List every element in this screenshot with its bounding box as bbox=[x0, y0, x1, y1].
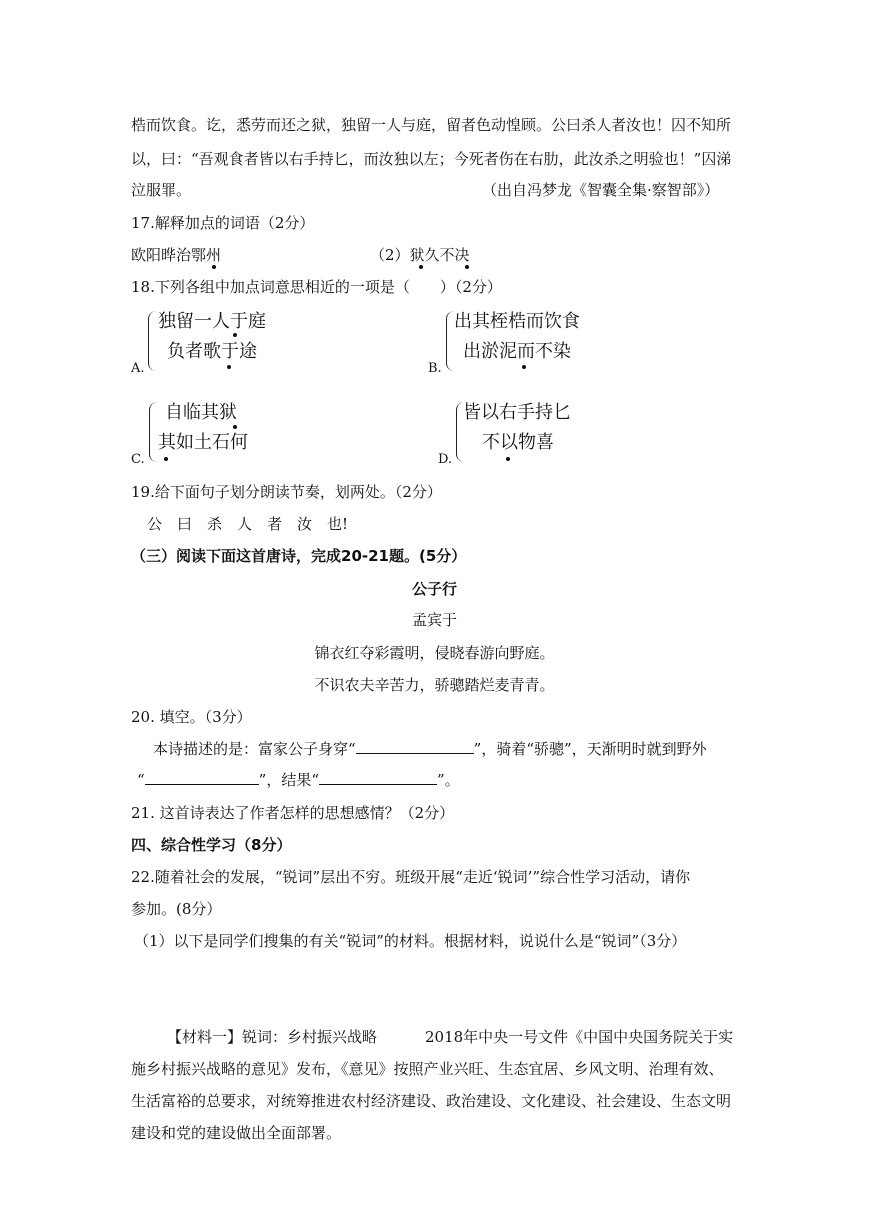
section-3-heading: （三）阅读下面这首唐诗，完成20-21题。(5分） bbox=[131, 547, 467, 565]
option-c-letter: C. bbox=[131, 452, 145, 467]
material-1-lead: 【材料一】锐词：乡村振兴战略 bbox=[167, 1028, 378, 1046]
option-d-top: 皆以右手持匕 bbox=[463, 402, 571, 423]
emphasis-dot bbox=[419, 265, 423, 269]
emphasis-dot bbox=[212, 265, 216, 269]
q22-line-2: 参加。(8分） bbox=[131, 900, 222, 918]
material-1-line-1: 2018年中央一号文件《中国中央国务院关于实 bbox=[425, 1028, 734, 1046]
passage-line-3: 泣服罪。 bbox=[131, 181, 192, 199]
answer-blank-2[interactable] bbox=[145, 770, 259, 785]
option-c-bottom: 其如土石何 bbox=[158, 432, 248, 453]
q22-line-1: 22.随着社会的发展，“锐词”层出不穷。班级开展“走近‘锐词’”综合性学习活动，请你 bbox=[131, 868, 691, 886]
brace-a bbox=[148, 311, 157, 371]
q19-sentence: 公 曰 杀 人 者 汝 也! bbox=[147, 515, 349, 533]
option-d-letter: D. bbox=[438, 452, 453, 467]
emphasis-dot bbox=[465, 265, 469, 269]
q17-stem: 17.解释加点的词语（2分） bbox=[131, 214, 315, 232]
option-b-top: 出其桎梏而饮食 bbox=[454, 311, 580, 332]
q20-line-2: “ ”，结果“ ”。 bbox=[137, 771, 460, 789]
answer-blank-3[interactable] bbox=[319, 770, 437, 785]
option-b-bottom: 出淤泥而不染 bbox=[463, 341, 571, 362]
emphasis-dot bbox=[522, 365, 526, 369]
emphasis-dot bbox=[506, 457, 510, 461]
poem-verse-1: 锦衣红夺彩霞明，侵晓春游向野庭。 bbox=[314, 644, 555, 662]
option-a-top: 独留一人于庭 bbox=[158, 311, 266, 332]
q20-line-1: 本诗描述的是：富家公子身穿“ ”，骑着“骄骢”，天渐明时就到野外 bbox=[153, 740, 707, 758]
option-d-bottom: 不以物喜 bbox=[482, 432, 554, 453]
emphasis-dot bbox=[164, 457, 168, 461]
emphasis-dot bbox=[233, 425, 237, 429]
material-1-line-3: 生活富裕的总要求，对统筹推进农村经济建设、政治建设、文化建设、社会建设、生态文明 bbox=[131, 1092, 732, 1110]
option-b-letter: B. bbox=[428, 361, 442, 376]
q20-stem: 20. 填空。（3分） bbox=[131, 708, 252, 726]
q17-item-2: （2）狱久不决 bbox=[370, 246, 470, 264]
answer-blank-1[interactable] bbox=[356, 739, 474, 754]
passage-line-2: 以，曰：“吾观食者皆以右手持匕，而汝独以左；今死者伤在右肋，此汝杀之明验也！”囚涕 bbox=[131, 150, 732, 168]
option-a-bottom: 负者歌于途 bbox=[167, 341, 257, 362]
q21-stem: 21. 这首诗表达了作者怎样的思想感情？（2分） bbox=[131, 804, 455, 822]
emphasis-dot bbox=[227, 365, 231, 369]
material-1-line-4: 建设和党的建设做出全面部署。 bbox=[131, 1124, 342, 1142]
poem-title: 公子行 bbox=[411, 580, 457, 598]
option-c-top: 自临其狱 bbox=[165, 402, 237, 423]
q18-stem: 18.下列各组中加点词意思相近的一项是（ ）（2分） bbox=[131, 278, 502, 296]
section-4-heading: 四、综合性学习（8分） bbox=[131, 836, 292, 854]
poem-author: 孟宾于 bbox=[411, 611, 457, 629]
emphasis-dot bbox=[233, 333, 237, 337]
brace-c bbox=[149, 402, 158, 462]
poem-verse-2: 不识农夫辛苦力，骄骢踏烂麦青青。 bbox=[314, 676, 555, 694]
q17-item-1: 欧阳晔治鄂州 bbox=[131, 246, 222, 264]
q22-sub-1: （1）以下是同学们搜集的有关“锐词”的材料。根据材料，说说什么是“锐词”（3分） bbox=[134, 932, 687, 950]
passage-source: （出自冯梦龙《智囊全集·察智部》） bbox=[482, 181, 720, 199]
option-a-letter: A. bbox=[131, 361, 145, 376]
material-1-line-2: 施乡村振兴战略的意见》发布，《意见》按照产业兴旺、生态宜居、乡风文明、治理有效、 bbox=[131, 1060, 724, 1078]
q19-stem: 19.给下面句子划分朗读节奏，划两处。（2分） bbox=[131, 483, 442, 501]
passage-line-1: 梏而饮食。讫，悉劳而还之狱，独留一人与庭，留者色动惶顾。公曰杀人者汝也！囚不知所 bbox=[131, 116, 732, 134]
